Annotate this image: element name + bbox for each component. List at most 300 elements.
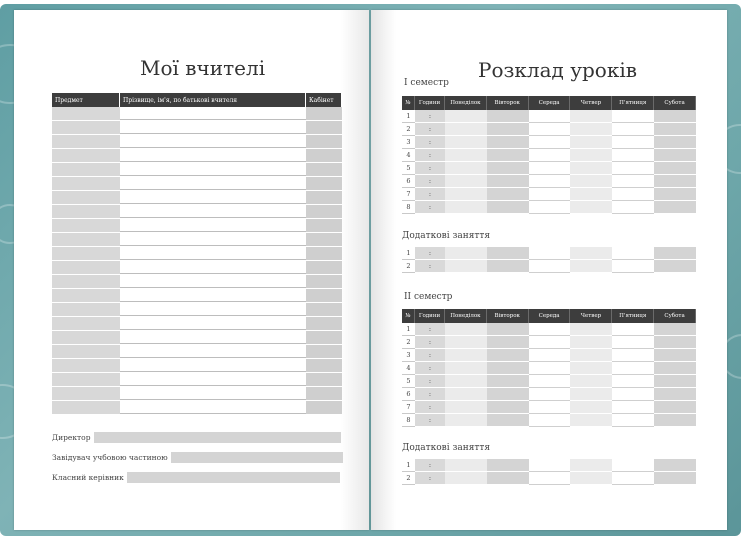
lesson-cell[interactable] [445,175,487,188]
semester-2-label: II семестр [404,292,453,302]
schedule-header-cell: Понеділок [445,96,487,110]
schedule-row [402,136,696,149]
teacher-name-cell[interactable] [120,177,306,190]
teacher-name-cell[interactable] [120,289,306,302]
lesson-time-cell[interactable]: : [415,188,445,201]
lesson-cell[interactable] [654,136,696,149]
lesson-cell[interactable] [487,136,529,149]
schedule-header-cell: Середа [529,96,571,110]
lesson-time-cell[interactable]: : [415,323,445,336]
schedule-header-cell: № [402,96,415,110]
lesson-cell[interactable] [654,414,696,427]
lesson-cell[interactable] [445,414,487,427]
subject-cell[interactable] [52,345,120,358]
lesson-cell[interactable] [445,110,487,123]
lesson-time-cell[interactable]: : [415,201,445,214]
lesson-cell[interactable] [445,401,487,414]
schedule-row [402,472,696,485]
teacher-name-cell[interactable] [120,275,306,288]
schedule-row [402,188,696,201]
lesson-cell[interactable] [654,459,696,472]
subject-cell[interactable] [52,219,120,232]
header-room: Кабінет [306,93,342,107]
lesson-cell[interactable] [570,401,612,414]
lesson-time-cell[interactable]: : [415,149,445,162]
schedule-row [402,201,696,214]
lesson-cell[interactable] [570,175,612,188]
lesson-cell[interactable] [570,162,612,175]
lesson-number: 2 [402,123,415,136]
lesson-cell[interactable] [612,388,654,401]
teacher-row [52,191,342,205]
lesson-cell[interactable] [529,414,571,427]
signature-class-teacher [52,472,340,483]
schedule-header-cell: Четвер [570,96,612,110]
lesson-cell[interactable] [445,459,487,472]
page-title-schedule: Розклад уроків [478,58,637,82]
lesson-cell[interactable] [529,472,571,485]
schedule-row [402,414,696,427]
lesson-cell[interactable] [445,247,487,260]
lesson-cell[interactable] [570,349,612,362]
teacher-name-cell[interactable] [120,135,306,148]
subject-cell[interactable] [52,135,120,148]
lesson-cell[interactable] [612,362,654,375]
room-cell[interactable] [306,359,342,372]
schedule-header-cell: Четвер [570,309,612,323]
lesson-cell[interactable] [445,349,487,362]
subject-cell[interactable] [52,121,120,134]
lesson-time-cell[interactable]: : [415,375,445,388]
lesson-cell[interactable] [529,188,571,201]
schedule-row [402,336,696,349]
lesson-cell[interactable] [487,247,529,260]
lesson-cell[interactable] [570,149,612,162]
lesson-cell[interactable] [612,110,654,123]
lesson-cell[interactable] [445,472,487,485]
subject-cell[interactable] [52,149,120,162]
lesson-cell[interactable] [612,336,654,349]
room-cell[interactable] [306,261,342,274]
lesson-cell[interactable] [654,247,696,260]
schedule-header-cell: Середа [529,309,571,323]
lesson-cell[interactable] [570,375,612,388]
lesson-time-cell[interactable]: : [415,472,445,485]
teacher-name-cell[interactable] [120,149,306,162]
lesson-time-cell[interactable]: : [415,362,445,375]
teacher-row [52,121,342,135]
teacher-name-cell[interactable] [120,233,306,246]
lesson-number: 1 [402,459,415,472]
lesson-cell[interactable] [570,336,612,349]
teacher-row [52,317,342,331]
lesson-cell[interactable] [529,136,571,149]
lesson-time-cell[interactable]: : [415,401,445,414]
lesson-cell[interactable] [612,188,654,201]
lesson-cell[interactable] [612,401,654,414]
lesson-cell[interactable] [487,188,529,201]
lesson-cell[interactable] [654,188,696,201]
schedule-table-semester-2 [402,309,696,427]
lesson-cell[interactable] [654,472,696,485]
lesson-cell[interactable] [654,349,696,362]
lesson-cell[interactable] [445,388,487,401]
subject-cell[interactable] [52,317,120,330]
room-cell[interactable] [306,317,342,330]
lesson-cell[interactable] [529,362,571,375]
lesson-number: 2 [402,336,415,349]
room-cell[interactable] [306,345,342,358]
lesson-cell[interactable] [612,349,654,362]
room-cell[interactable] [306,289,342,302]
lesson-cell[interactable] [570,123,612,136]
lesson-cell[interactable] [654,175,696,188]
teacher-name-cell[interactable] [120,317,306,330]
extra-classes-table-2 [402,459,696,485]
lesson-number: 3 [402,136,415,149]
teacher-row [52,219,342,233]
subject-cell[interactable] [52,107,120,120]
schedule-header-cell: Години [415,96,445,110]
teacher-name-cell[interactable] [120,261,306,274]
teacher-row [52,135,342,149]
header-teacher-name: Прізвище, ім'я, по батькові вчителя [120,93,306,107]
extra-classes-table-1 [402,247,696,273]
teacher-row [52,331,342,345]
lesson-cell[interactable] [612,247,654,260]
teacher-row [52,289,342,303]
lesson-cell[interactable] [487,375,529,388]
teacher-name-cell[interactable] [120,247,306,260]
lesson-number: 1 [402,110,415,123]
room-cell[interactable] [306,121,342,134]
lesson-time-cell[interactable]: : [415,162,445,175]
lesson-time-cell[interactable]: : [415,388,445,401]
lesson-cell[interactable] [654,123,696,136]
lesson-cell[interactable] [570,323,612,336]
lesson-number: 7 [402,401,415,414]
teacher-row [52,149,342,163]
room-cell[interactable] [306,163,342,176]
lesson-cell[interactable] [487,459,529,472]
schedule-header-cell: Субота [654,309,696,323]
lesson-cell[interactable] [612,260,654,273]
lesson-cell[interactable] [612,323,654,336]
teachers-table [52,93,342,415]
schedule-row [402,175,696,188]
header-subject: Предмет [52,93,120,107]
lesson-cell[interactable] [654,388,696,401]
subject-cell[interactable] [52,373,120,386]
lesson-number: 3 [402,349,415,362]
teacher-name-cell[interactable] [120,191,306,204]
lesson-cell[interactable] [654,375,696,388]
lesson-cell[interactable] [570,260,612,273]
lesson-cell[interactable] [654,323,696,336]
teacher-row [52,107,342,121]
teacher-row [52,205,342,219]
lesson-cell[interactable] [487,349,529,362]
lesson-number: 7 [402,188,415,201]
schedule-header [402,96,696,110]
lesson-cell[interactable] [654,149,696,162]
lesson-cell[interactable] [487,110,529,123]
lesson-number: 5 [402,162,415,175]
lesson-cell[interactable] [487,149,529,162]
schedule-table-semester-1 [402,96,696,214]
lesson-cell[interactable] [570,414,612,427]
lesson-cell[interactable] [487,323,529,336]
teacher-name-cell[interactable] [120,373,306,386]
lesson-cell[interactable] [487,472,529,485]
lesson-cell[interactable] [612,175,654,188]
room-cell[interactable] [306,303,342,316]
semester-1-label: I семестр [404,78,449,88]
schedule-header [402,309,696,323]
teacher-row [52,163,342,177]
room-cell[interactable] [306,401,342,414]
lesson-cell[interactable] [445,162,487,175]
signature-field[interactable] [94,432,341,443]
room-cell[interactable] [306,373,342,386]
lesson-cell[interactable] [654,201,696,214]
lesson-cell[interactable] [654,362,696,375]
lesson-cell[interactable] [570,362,612,375]
extra-classes-label-1: Додаткові заняття [402,231,491,241]
teacher-name-cell[interactable] [120,345,306,358]
lesson-cell[interactable] [529,247,571,260]
lesson-cell[interactable] [529,162,571,175]
subject-cell[interactable] [52,303,120,316]
lesson-number: 4 [402,149,415,162]
lesson-number: 2 [402,260,415,273]
signature-field[interactable] [127,472,340,483]
lesson-number: 1 [402,323,415,336]
lesson-cell[interactable] [529,323,571,336]
subject-cell[interactable] [52,261,120,274]
lesson-time-cell[interactable]: : [415,349,445,362]
schedule-row [402,401,696,414]
subject-cell[interactable] [52,205,120,218]
lesson-cell[interactable] [487,414,529,427]
room-cell[interactable] [306,331,342,344]
subject-cell[interactable] [52,177,120,190]
lesson-cell[interactable] [570,472,612,485]
lesson-time-cell[interactable]: : [415,459,445,472]
signature-label: Директор [52,433,91,442]
teacher-row [52,247,342,261]
lesson-cell[interactable] [570,388,612,401]
subject-cell[interactable] [52,275,120,288]
lesson-number: 5 [402,375,415,388]
lesson-number: 1 [402,247,415,260]
teacher-row [52,233,342,247]
subject-cell[interactable] [52,289,120,302]
lesson-time-cell[interactable]: : [415,414,445,427]
lesson-cell[interactable] [487,362,529,375]
lesson-time-cell[interactable]: : [415,336,445,349]
teacher-name-cell[interactable] [120,401,306,414]
lesson-time-cell[interactable]: : [415,260,445,273]
room-cell[interactable] [306,177,342,190]
schedule-header-cell: П'ятниця [612,96,654,110]
lesson-cell[interactable] [487,201,529,214]
subject-cell[interactable] [52,401,120,414]
lesson-cell[interactable] [445,123,487,136]
lesson-cell[interactable] [570,188,612,201]
teacher-name-cell[interactable] [120,359,306,372]
lesson-cell[interactable] [570,459,612,472]
lesson-time-cell[interactable]: : [415,247,445,260]
lesson-number: 8 [402,414,415,427]
lesson-cell[interactable] [529,336,571,349]
schedule-row [402,388,696,401]
room-cell[interactable] [306,247,342,260]
subject-cell[interactable] [52,247,120,260]
teacher-row [52,261,342,275]
page-title-teachers: Мої вчителі [140,56,266,80]
subject-cell[interactable] [52,331,120,344]
teacher-row [52,177,342,191]
schedule-row [402,110,696,123]
subject-cell[interactable] [52,359,120,372]
lesson-time-cell[interactable]: : [415,123,445,136]
lesson-cell[interactable] [612,201,654,214]
teacher-name-cell[interactable] [120,121,306,134]
teachers-table-header [52,93,342,107]
lesson-number: 4 [402,362,415,375]
lesson-cell[interactable] [445,136,487,149]
lesson-cell[interactable] [612,459,654,472]
lesson-cell[interactable] [529,349,571,362]
lesson-cell[interactable] [487,401,529,414]
teacher-row [52,345,342,359]
lesson-cell[interactable] [612,149,654,162]
teacher-name-cell[interactable] [120,107,306,120]
extra-classes-label-2: Додаткові заняття [402,443,491,453]
teacher-name-cell[interactable] [120,387,306,400]
teacher-row [52,359,342,373]
lesson-cell[interactable] [612,123,654,136]
lesson-cell[interactable] [487,175,529,188]
lesson-cell[interactable] [654,401,696,414]
teacher-name-cell[interactable] [120,163,306,176]
lesson-number: 8 [402,201,415,214]
lesson-cell[interactable] [487,388,529,401]
lesson-cell[interactable] [612,375,654,388]
schedule-row [402,247,696,260]
lesson-cell[interactable] [529,388,571,401]
lesson-number: 6 [402,388,415,401]
room-cell[interactable] [306,387,342,400]
lesson-cell[interactable] [570,110,612,123]
room-cell[interactable] [306,233,342,246]
room-cell[interactable] [306,219,342,232]
lesson-cell[interactable] [529,459,571,472]
lesson-cell[interactable] [529,201,571,214]
schedule-header-cell: № [402,309,415,323]
lesson-cell[interactable] [529,149,571,162]
lesson-cell[interactable] [654,110,696,123]
lesson-cell[interactable] [529,401,571,414]
room-cell[interactable] [306,205,342,218]
subject-cell[interactable] [52,233,120,246]
lesson-cell[interactable] [487,260,529,273]
lesson-cell[interactable] [529,110,571,123]
lesson-number: 2 [402,472,415,485]
schedule-header-cell: Години [415,309,445,323]
lesson-cell[interactable] [445,362,487,375]
lesson-cell[interactable] [445,260,487,273]
room-cell[interactable] [306,135,342,148]
teacher-row [52,387,342,401]
lesson-cell[interactable] [612,162,654,175]
lesson-cell[interactable] [529,123,571,136]
room-cell[interactable] [306,191,342,204]
signature-field[interactable] [171,452,343,463]
schedule-row [402,162,696,175]
lesson-cell[interactable] [529,260,571,273]
teacher-name-cell[interactable] [120,303,306,316]
teacher-name-cell[interactable] [120,219,306,232]
lesson-cell[interactable] [445,201,487,214]
lesson-cell[interactable] [445,188,487,201]
lesson-cell[interactable] [487,162,529,175]
schedule-row [402,459,696,472]
room-cell[interactable] [306,275,342,288]
room-cell[interactable] [306,149,342,162]
lesson-cell[interactable] [612,472,654,485]
lesson-cell[interactable] [654,162,696,175]
teacher-row [52,373,342,387]
lesson-cell[interactable] [487,123,529,136]
subject-cell[interactable] [52,191,120,204]
schedule-row [402,375,696,388]
room-cell[interactable] [306,107,342,120]
subject-cell[interactable] [52,387,120,400]
teacher-name-cell[interactable] [120,205,306,218]
lesson-cell[interactable] [529,375,571,388]
lesson-time-cell[interactable]: : [415,136,445,149]
signature-label: Класний керівник [52,473,124,482]
teacher-name-cell[interactable] [120,331,306,344]
schedule-row [402,323,696,336]
lesson-cell[interactable] [445,323,487,336]
schedule-row [402,260,696,273]
lesson-cell[interactable] [654,336,696,349]
lesson-cell[interactable] [445,149,487,162]
lesson-cell[interactable] [487,336,529,349]
lesson-time-cell[interactable]: : [415,175,445,188]
teachers-table-body [52,107,342,415]
schedule-header-cell: П'ятниця [612,309,654,323]
lesson-cell[interactable] [570,247,612,260]
teacher-row [52,275,342,289]
lesson-cell[interactable] [612,414,654,427]
lesson-cell[interactable] [654,260,696,273]
lesson-cell[interactable] [612,136,654,149]
lesson-cell[interactable] [529,175,571,188]
signature-director [52,432,341,443]
lesson-cell[interactable] [445,336,487,349]
lesson-number: 6 [402,175,415,188]
lesson-time-cell[interactable]: : [415,110,445,123]
lesson-cell[interactable] [445,375,487,388]
schedule-row [402,149,696,162]
lesson-cell[interactable] [570,136,612,149]
subject-cell[interactable] [52,163,120,176]
lesson-cell[interactable] [570,201,612,214]
